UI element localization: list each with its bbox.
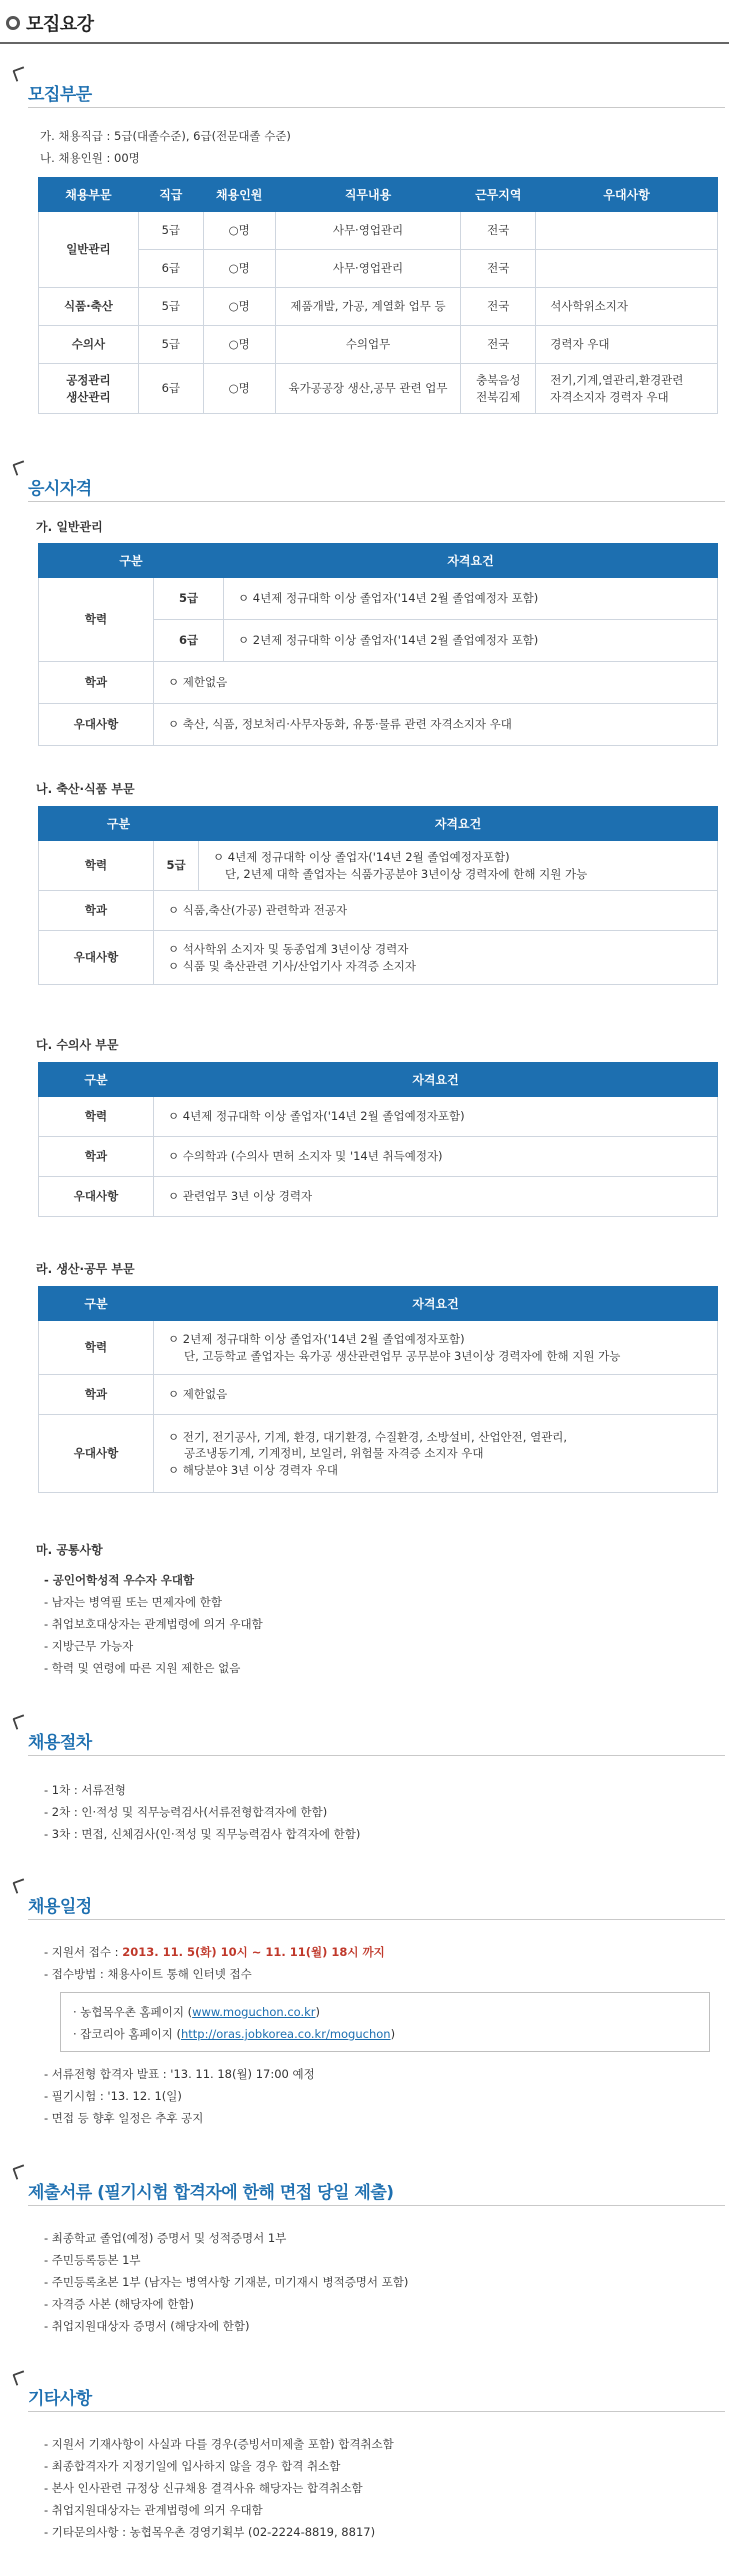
- table-cell: [536, 250, 718, 288]
- table-cell: ○명: [203, 288, 275, 326]
- table-cell: ㅇ 4년제 정규대학 이상 졸업자('14년 2월 졸업예정자포함): [154, 1097, 718, 1137]
- table-cell: [536, 364, 718, 414]
- jobkorea-link[interactable]: http://oras.jobkorea.co.kr/moguchon: [180, 2027, 391, 2041]
- circle-icon: [6, 16, 20, 30]
- cell-line: 단, 고등학교 졸업자는 육가공 생산관련업무 공무분야 3년이상 경력자에 한해 지원 가능: [184, 1348, 621, 1363]
- section-title-note: (필기시험 합격자에 한해 면접 당일 제출): [97, 2183, 394, 2203]
- section-schedule: [0, 1874, 729, 1917]
- table-cell: 제품개발, 가공, 계열화 업무 등: [275, 288, 461, 326]
- qual-table-livestock: [38, 806, 718, 985]
- link-paren: ): [315, 2005, 321, 2019]
- table-cell: [199, 841, 718, 891]
- table-cell: 일반관리: [39, 212, 139, 288]
- section-divider: [28, 1919, 725, 1920]
- table-cell: 학력: [39, 1097, 154, 1137]
- table-header: 직급: [138, 178, 203, 212]
- table-cell: 식품·축산: [39, 288, 139, 326]
- section-mark-icon: [12, 66, 27, 81]
- table-cell: 경력자 우대: [536, 326, 718, 364]
- subsection-title: 라. 생산·공무 부문: [36, 1262, 135, 1276]
- list-item: - 3차 : 면접, 신체검사(인·적성 및 직무능력검사 합격자에 한함): [44, 1827, 361, 1841]
- cell-line: ㅇ 석사학위 소지자 및 동종업계 3년이상 경력자: [168, 942, 409, 957]
- apply-date: 2013. 11. 5(화) 10시 ~ 11. 11(월) 18시 까지: [122, 1945, 385, 1959]
- table-cell: 우대사항: [39, 1415, 154, 1493]
- list-item: - 자격증 사본 (해당자에 한함): [44, 2297, 194, 2311]
- list-item: - 최종학교 졸업(예정) 증명서 및 성적증명서 1부: [44, 2231, 287, 2245]
- list-item: - 지방근무 가능자: [44, 1639, 134, 1653]
- homepage-link[interactable]: www.moguchon.co.kr: [192, 2005, 316, 2019]
- list-item: - 주민등록등본 1부: [44, 2253, 141, 2267]
- list-item: - 서류전형 합격자 발표 : '13. 11. 18(월) 17:00 예정: [44, 2067, 315, 2081]
- cell-line: 전기,기계,열관리,환경관련: [550, 373, 684, 388]
- section-divider: [28, 107, 725, 108]
- list-item: - 1차 : 서류전형: [44, 1783, 126, 1797]
- cell-line: ㅇ 2년제 정규대학 이상 졸업자('14년 2월 졸업예정자포함): [168, 1332, 465, 1347]
- table-header-row: [39, 178, 718, 212]
- table-cell: [461, 364, 536, 414]
- site-links-box: [60, 1992, 710, 2052]
- section-mark-icon: [12, 2370, 27, 2385]
- table-cell: 전국: [461, 326, 536, 364]
- table-header: 채용인원: [203, 178, 275, 212]
- link-label: · 농협목우촌 홈페이지 (: [73, 2005, 193, 2019]
- table-cell: [154, 1415, 718, 1493]
- table-cell: ○명: [203, 212, 275, 250]
- table-cell: 학과: [39, 1137, 154, 1177]
- table-cell: 수의사: [39, 326, 139, 364]
- table-cell: [154, 1321, 718, 1375]
- table-cell: 5급: [154, 841, 199, 891]
- list-item: - 필기시험 : '13. 12. 1(일): [44, 2089, 182, 2103]
- table-header: 자격요건: [154, 1287, 718, 1321]
- table-cell: ㅇ 4년제 정규대학 이상 졸업자('14년 2월 졸업예정자 포함): [224, 578, 718, 620]
- list-item: - 취업보호대상자는 관계법령에 의거 우대함: [44, 1617, 263, 1631]
- section-title: 모집부문: [28, 85, 92, 105]
- table-cell: 석사학위소지자: [536, 288, 718, 326]
- cell-line: ㅇ 4년제 정규대학 이상 졸업자('14년 2월 졸업예정자포함): [213, 850, 510, 865]
- table-cell: ㅇ 제한없음: [154, 662, 718, 704]
- cell-line: 전북김제: [476, 389, 521, 404]
- table-header: 직무내용: [275, 178, 461, 212]
- table-header: 자격요건: [154, 1063, 718, 1097]
- qual-table-general: [38, 543, 718, 746]
- table-cell: 5급: [138, 212, 203, 250]
- table-cell: 우대사항: [39, 931, 154, 985]
- subsection-title: 마. 공통사항: [36, 1543, 103, 1557]
- table-cell: ㅇ 식품,축산(가공) 관련학과 전공자: [154, 891, 718, 931]
- cell-line: 생산관리: [66, 389, 111, 404]
- table-header: 채용부문: [39, 178, 139, 212]
- qual-table-vet: [38, 1062, 718, 1217]
- table-cell: 우대사항: [39, 704, 154, 746]
- section-mark-icon: [12, 1878, 27, 1893]
- section-etc: [0, 2366, 729, 2409]
- link-label: · 잡코리아 홈페이지 (: [73, 2027, 181, 2041]
- site-link-row: [73, 2023, 697, 2045]
- subsection-title: 나. 축산·식품 부문: [36, 782, 135, 796]
- section-divider: [28, 1755, 725, 1756]
- section-recruit: [0, 62, 729, 105]
- list-item: - 주민등록초본 1부 (남자는 병역사항 기재분, 미기재시 병적증명서 포함): [44, 2275, 409, 2289]
- section-title: [28, 2178, 394, 2203]
- table-cell: 학과: [39, 662, 154, 704]
- subsection-title: 가. 일반관리: [36, 520, 103, 534]
- cell-line: 충북음성: [476, 373, 521, 388]
- table-cell: 학과: [39, 891, 154, 931]
- list-item: - 취업지원대상자는 관계법령에 의거 우대함: [44, 2503, 263, 2517]
- table-cell: 6급: [138, 250, 203, 288]
- table-row: [39, 288, 718, 326]
- qual-table-production: [38, 1286, 718, 1493]
- table-cell: 사무·영업관리: [275, 250, 461, 288]
- table-header: 자격요건: [199, 807, 718, 841]
- list-item: - 최종합격자가 지정기일에 입사하지 않을 경우 합격 취소함: [44, 2459, 341, 2473]
- table-header: 자격요건: [224, 544, 718, 578]
- title-divider: [0, 42, 729, 44]
- table-cell: ㅇ 수의학과 (수의사 면허 소지자 및 '14년 취득예정자): [154, 1137, 718, 1177]
- table-header: 구분: [39, 544, 224, 578]
- recruit-table: [38, 177, 718, 414]
- section-title-text: 제출서류: [28, 2183, 92, 2203]
- cell-line: 공정관리: [66, 373, 111, 388]
- table-cell: 전국: [461, 288, 536, 326]
- list-item: - 접수방법 : 채용사이트 통해 인터넷 접수: [44, 1967, 252, 1981]
- site-link-row: [73, 2001, 697, 2023]
- table-cell: 5급: [138, 326, 203, 364]
- table-header: 구분: [39, 807, 199, 841]
- section-title: 채용일정: [28, 1897, 92, 1917]
- list-item: - 2차 : 인·적성 및 직무능력검사(서류전형합격자에 한함): [44, 1805, 328, 1819]
- table-header: 근무지역: [461, 178, 536, 212]
- table-cell: 사무·영업관리: [275, 212, 461, 250]
- apply-label: - 지원서 접수 :: [44, 1945, 123, 1959]
- section-mark-icon: [12, 2164, 27, 2179]
- list-item: - 기타문의사항 : 농협목우촌 경영기획부 (02-2224-8819, 8817): [44, 2525, 376, 2539]
- list-item: - 본사 인사관련 규정상 신규채용 결격사유 해당자는 합격취소함: [44, 2481, 363, 2495]
- table-row: [39, 326, 718, 364]
- table-cell: [154, 931, 718, 985]
- table-cell: 우대사항: [39, 1177, 154, 1217]
- table-cell: 5급: [138, 288, 203, 326]
- cell-line: ㅇ 식품 및 축산관련 기사/산업기사 자격증 소지자: [168, 958, 416, 973]
- section-mark-icon: [12, 1714, 27, 1729]
- list-item: - 학력 및 연령에 따른 지원 제한은 없음: [44, 1661, 241, 1675]
- section-title: 응시자격: [28, 479, 92, 499]
- table-cell: ㅇ 제한없음: [154, 1375, 718, 1415]
- table-cell: 학력: [39, 1321, 154, 1375]
- recruit-count-line: 나. 채용인원 : 00명: [40, 151, 140, 165]
- section-process: [0, 1710, 729, 1753]
- table-cell: 전국: [461, 250, 536, 288]
- cell-line: 자격소지자 경력자 우대: [550, 389, 669, 404]
- table-cell: ○명: [203, 250, 275, 288]
- table-cell: 6급: [154, 620, 224, 662]
- section-qualification: [0, 456, 729, 499]
- apply-period: [44, 1944, 385, 1960]
- section-title: 채용절차: [28, 1733, 92, 1753]
- section-divider: [28, 501, 725, 502]
- table-cell: [39, 364, 139, 414]
- recruit-grade-line: 가. 채용직급 : 5급(대졸수준), 6급(전문대졸 수준): [40, 129, 291, 143]
- list-item: - 남자는 병역필 또는 면제자에 한함: [44, 1595, 222, 1609]
- list-item: - 면접 등 향후 일정은 추후 공지: [44, 2111, 204, 2125]
- table-cell: 6급: [138, 364, 203, 414]
- table-row: [39, 212, 718, 250]
- cell-line: 단, 2년제 대학 졸업자는 식품가공분야 3년이상 경력자에 한해 지원 가능: [225, 866, 588, 881]
- cell-line: ㅇ 전기, 전기공사, 기계, 환경, 대기환경, 수질환경, 소방설비, 산업안전, 열관리,: [168, 1430, 568, 1445]
- list-item: - 공인어학성적 우수자 우대함: [44, 1573, 195, 1587]
- page-title-wrap: [6, 8, 94, 38]
- table-cell: 학력: [39, 841, 154, 891]
- table-cell: 학력: [39, 578, 154, 662]
- section-divider: [28, 2205, 725, 2206]
- table-cell: ○명: [203, 326, 275, 364]
- table-cell: ㅇ 관련업무 3년 이상 경력자: [154, 1177, 718, 1217]
- cell-line: ㅇ 해당분야 3년 이상 경력자 우대: [168, 1462, 339, 1477]
- table-cell: 전국: [461, 212, 536, 250]
- table-header: 구분: [39, 1063, 154, 1097]
- table-row: [39, 250, 718, 288]
- table-cell: 육가공공장 생산,공무 관련 업무: [275, 364, 461, 414]
- table-header: 구분: [39, 1287, 154, 1321]
- section-documents: [0, 2160, 729, 2203]
- table-cell: 5급: [154, 578, 224, 620]
- list-item: - 지원서 기재사항이 사실과 다를 경우(증빙서미제출 포함) 합격취소함: [44, 2437, 394, 2451]
- table-cell: ㅇ 2년제 정규대학 이상 졸업자('14년 2월 졸업예정자 포함): [224, 620, 718, 662]
- table-cell: ○명: [203, 364, 275, 414]
- table-cell: 수의업무: [275, 326, 461, 364]
- table-cell: [536, 212, 718, 250]
- page-title: 모집요강: [26, 14, 94, 35]
- section-title: 기타사항: [28, 2389, 92, 2409]
- subsection-title: 다. 수의사 부문: [36, 1038, 119, 1052]
- section-mark-icon: [12, 460, 27, 475]
- cell-line: 공조냉동기계, 기계정비, 보일러, 위험물 자격증 소지자 우대: [184, 1446, 484, 1461]
- link-paren: ): [390, 2027, 396, 2041]
- list-item: - 취업지원대상자 증명서 (해당자에 한함): [44, 2319, 250, 2333]
- table-cell: ㅇ 축산, 식품, 정보처리·사무자동화, 유통·물류 관련 자격소지자 우대: [154, 704, 718, 746]
- section-divider: [28, 2411, 725, 2412]
- table-row: [39, 364, 718, 414]
- table-cell: 학과: [39, 1375, 154, 1415]
- table-header: 우대사항: [536, 178, 718, 212]
